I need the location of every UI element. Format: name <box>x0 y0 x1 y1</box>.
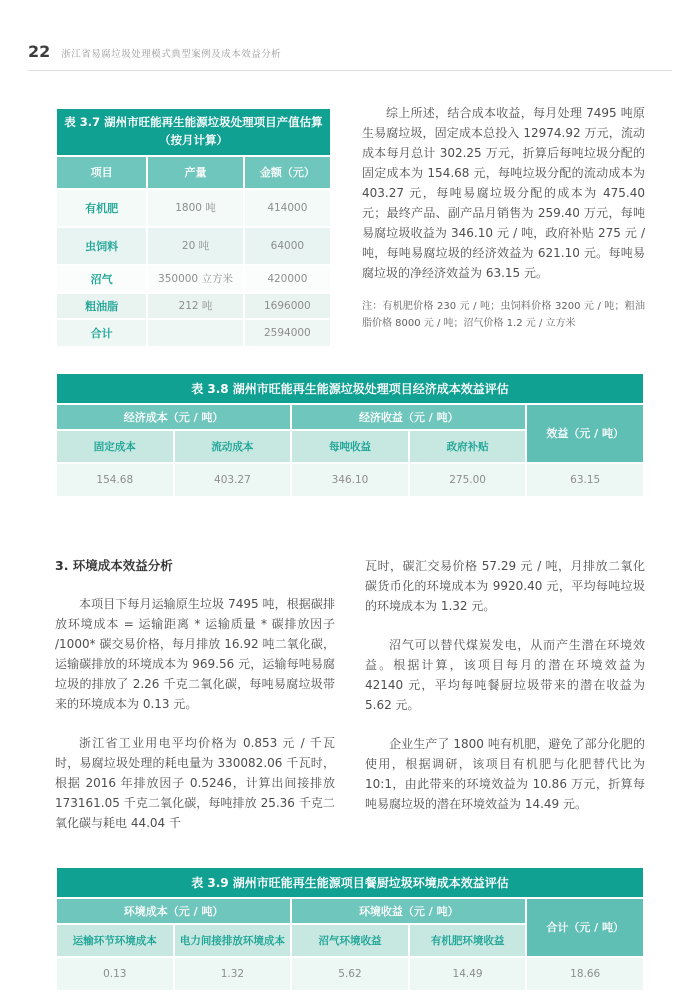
sub-header: 流动成本 <box>175 431 291 462</box>
table-row <box>57 958 643 990</box>
value-cell: 275.00 <box>410 464 526 496</box>
sub-header: 每吨收益 <box>292 431 408 462</box>
benefit-header: 效益（元 / 吨） <box>527 405 643 462</box>
summary-paragraph: 综上所述，结合成本收益，每月处理 7495 吨原生易腐垃圾，固定成本总投入 12974.92 万元，流动成本每月总计 302.25 万元，折算后每吨垃圾分配的固定成本为 154.68 元，每吨垃圾分配的流动成本为 403.27 元，每吨易腐垃圾分配的成本为 475.40 元；最终产品、副产品月销售为 259.40 万元，每吨易腐垃圾收益为 346.10 元 / 吨，政府补贴 275 元 / 吨，每吨易腐垃圾的经济效益为 621.10 元。每吨易腐垃圾的净经济效益为 63.15 元。 <box>362 106 645 280</box>
env-right-column <box>365 556 645 852</box>
sub-header: 电力间接排放环境成本 <box>175 925 291 956</box>
value-cell: 63.15 <box>527 464 643 496</box>
table-row-total <box>57 320 330 346</box>
column-header: 金额（元） <box>245 157 330 188</box>
table-3-9 <box>55 866 645 992</box>
value-cell: 1.32 <box>175 958 291 990</box>
env-paragraph: 本项目下每月运输原生垃圾 7495 吨，根据碳排放环境成本 = 运输距离 * 运输质量 * 碳排放因子 /1000* 碳交易价格，每月排放 16.92 吨二氧化碳，运输碳排放的环境成本为 969.56 元，运输每吨易腐垃圾的排放了 2.26 千克二氧化碳，每吨易腐垃圾带来的环境成本为 0.13 元。 <box>55 596 335 711</box>
group-header-env-cost: 环境成本（元 / 吨） <box>57 899 290 923</box>
value-cell: 154.68 <box>57 464 173 496</box>
env-paragraph: 企业生产了 1800 吨有机肥，避免了部分化肥的使用，根据调研，该项目有机肥与化肥替代比为 10:1，由此带来的环境效益为 10.86 万元，折算每吨易腐垃圾的潜在环境效益为 14.49 元。 <box>365 736 645 811</box>
table-3-7-title-line2: （按月计算） <box>159 132 228 147</box>
quantity-cell: 350000 立方米 <box>148 266 242 292</box>
item-cell: 粗油脂 <box>57 294 146 318</box>
sub-header: 运输环节环境成本 <box>57 925 173 956</box>
env-paragraph: 沼气可以替代煤炭发电，从而产生潜在环境效益。根据计算，该项目每月的潜在环境效益为 42140 元，平均每吨餐厨垃圾带来的潜在收益为 5.62 元。 <box>365 637 645 712</box>
quantity-cell: 1800 吨 <box>148 190 242 226</box>
value-cell: 18.66 <box>527 958 643 990</box>
item-cell: 沼气 <box>57 266 146 292</box>
value-cell: 403.27 <box>175 464 291 496</box>
value-cell: 0.13 <box>57 958 173 990</box>
table-3-9-title: 表 3.9 湖州市旺能再生能源项目餐厨垃圾环境成本效益评估 <box>57 868 643 897</box>
group-header-revenue: 经济收益（元 / 吨） <box>292 405 525 429</box>
summary-column <box>362 103 645 342</box>
page-header <box>0 0 700 71</box>
sub-header: 沼气环境收益 <box>292 925 408 956</box>
table-3-7-title <box>57 109 330 155</box>
page-content <box>0 71 700 992</box>
table-3-8 <box>55 372 645 498</box>
amount-cell: 414000 <box>245 190 330 226</box>
env-paragraph: 浙江省工业用电平均价格为 0.853 元 / 千瓦时，易腐垃圾处理的耗电量为 330082.06 千瓦时，根据 2016 年排放因子 0.5246，计算出间接排放 173161.05 千克二氧化碳，每吨排放 25.36 千克二氧化碳与耗电 44.04 千 <box>55 735 335 830</box>
table-row <box>57 190 330 226</box>
column-header: 项目 <box>57 157 146 188</box>
sub-header: 固定成本 <box>57 431 173 462</box>
item-cell: 虫饲料 <box>57 228 146 264</box>
amount-cell: 2594000 <box>245 320 330 346</box>
top-section <box>55 107 645 348</box>
section-heading: 3. 环境成本效益分析 <box>55 557 173 573</box>
column-header: 产量 <box>148 157 242 188</box>
table-row <box>57 464 643 496</box>
total-header: 合计（元 / 吨） <box>527 899 643 956</box>
sub-header: 有机肥环境收益 <box>410 925 526 956</box>
value-cell: 14.49 <box>410 958 526 990</box>
running-head: 浙江省易腐垃圾处理模式典型案例及成本效益分析 <box>61 49 282 60</box>
quantity-cell: 212 吨 <box>148 294 242 318</box>
table-3-7-container <box>55 107 332 348</box>
quantity-cell <box>148 320 242 346</box>
amount-cell: 1696000 <box>245 294 330 318</box>
env-left-column <box>55 556 335 852</box>
table-3-7 <box>55 107 332 348</box>
table-row <box>57 294 330 318</box>
table-row <box>57 228 330 264</box>
quantity-cell: 20 吨 <box>148 228 242 264</box>
table-3-7-title-line1: 表 3.7 湖州市旺能再生能源垃圾处理项目产值估算 <box>64 115 323 129</box>
group-header-env-revenue: 环境收益（元 / 吨） <box>292 899 525 923</box>
amount-cell: 420000 <box>245 266 330 292</box>
environment-section <box>55 556 645 852</box>
group-header-cost: 经济成本（元 / 吨） <box>57 405 290 429</box>
item-cell: 合计 <box>57 320 146 346</box>
env-paragraph-continuation: 瓦时，碳汇交易价格 57.29 元 / 吨，月排放二氧化碳货币化的环境成本为 9920.40 元，平均每吨垃圾的环境成本为 1.32 元。 <box>365 558 645 613</box>
table-row <box>57 266 330 292</box>
table-note: 注：有机肥价格 230 元 / 吨；虫饲料价格 3200 元 / 吨；粗油脂价格 8000 元 / 吨；沼气价格 1.2 元 / 立方米 <box>362 301 645 329</box>
item-cell: 有机肥 <box>57 190 146 226</box>
sub-header: 政府补贴 <box>410 431 526 462</box>
value-cell: 5.62 <box>292 958 408 990</box>
value-cell: 346.10 <box>292 464 408 496</box>
table-3-8-title: 表 3.8 湖州市旺能再生能源垃圾处理项目经济成本效益评估 <box>57 374 643 403</box>
amount-cell: 64000 <box>245 228 330 264</box>
page-number: 22 <box>28 42 51 61</box>
